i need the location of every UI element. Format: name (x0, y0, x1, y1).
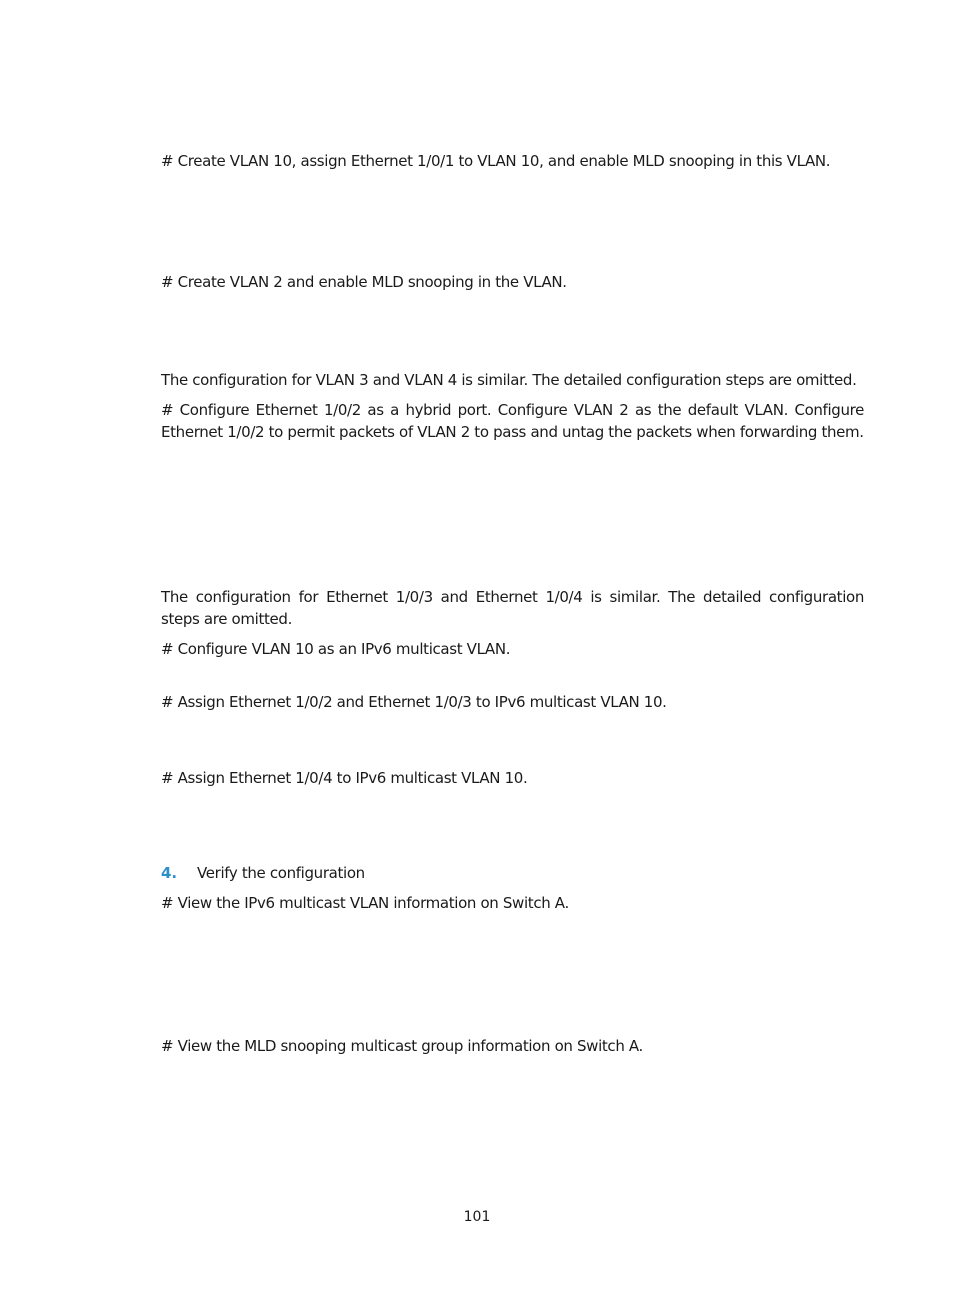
paragraph-create-vlan-10: # Create VLAN 10, assign Ethernet 1/0/1 to VLAN 10, and enable MLD snooping in this VLAN. (161, 152, 831, 170)
paragraph-assign-ports-2-3: # Assign Ethernet 1/0/2 and Ethernet 1/0/3 to IPv6 multicast VLAN 10. (161, 693, 667, 711)
paragraph-configure-multicast-vlan: # Configure VLAN 10 as an IPv6 multicast VLAN. (161, 640, 511, 658)
paragraph-vlan-3-4-note: The configuration for VLAN 3 and VLAN 4 is similar. The detailed configuration steps are omitted. (161, 371, 857, 389)
paragraph-create-vlan-2: # Create VLAN 2 and enable MLD snooping in the VLAN. (161, 273, 567, 291)
paragraph-ethernet-3-4-note: The configuration for Ethernet 1/0/3 and Ethernet 1/0/4 is similar. The detailed configuration steps are omitted. (161, 588, 864, 628)
step-title: Verify the configuration (197, 864, 365, 882)
paragraph-configure-hybrid-port: # Configure Ethernet 1/0/2 as a hybrid port. Configure VLAN 2 as the default VLAN. Configure Ethernet 1/0/2 to permit packets of VLAN 2 to pass and untag the packets when forwarding them. (161, 401, 864, 441)
paragraph-view-mld-snooping: # View the MLD snooping multicast group information on Switch A. (161, 1037, 643, 1055)
paragraph-view-multicast-vlan: # View the IPv6 multicast VLAN information on Switch A. (161, 894, 569, 912)
page-number: 101 (463, 1209, 491, 1225)
step-number: 4. (161, 864, 178, 882)
paragraph-assign-port-4: # Assign Ethernet 1/0/4 to IPv6 multicast VLAN 10. (161, 769, 528, 787)
